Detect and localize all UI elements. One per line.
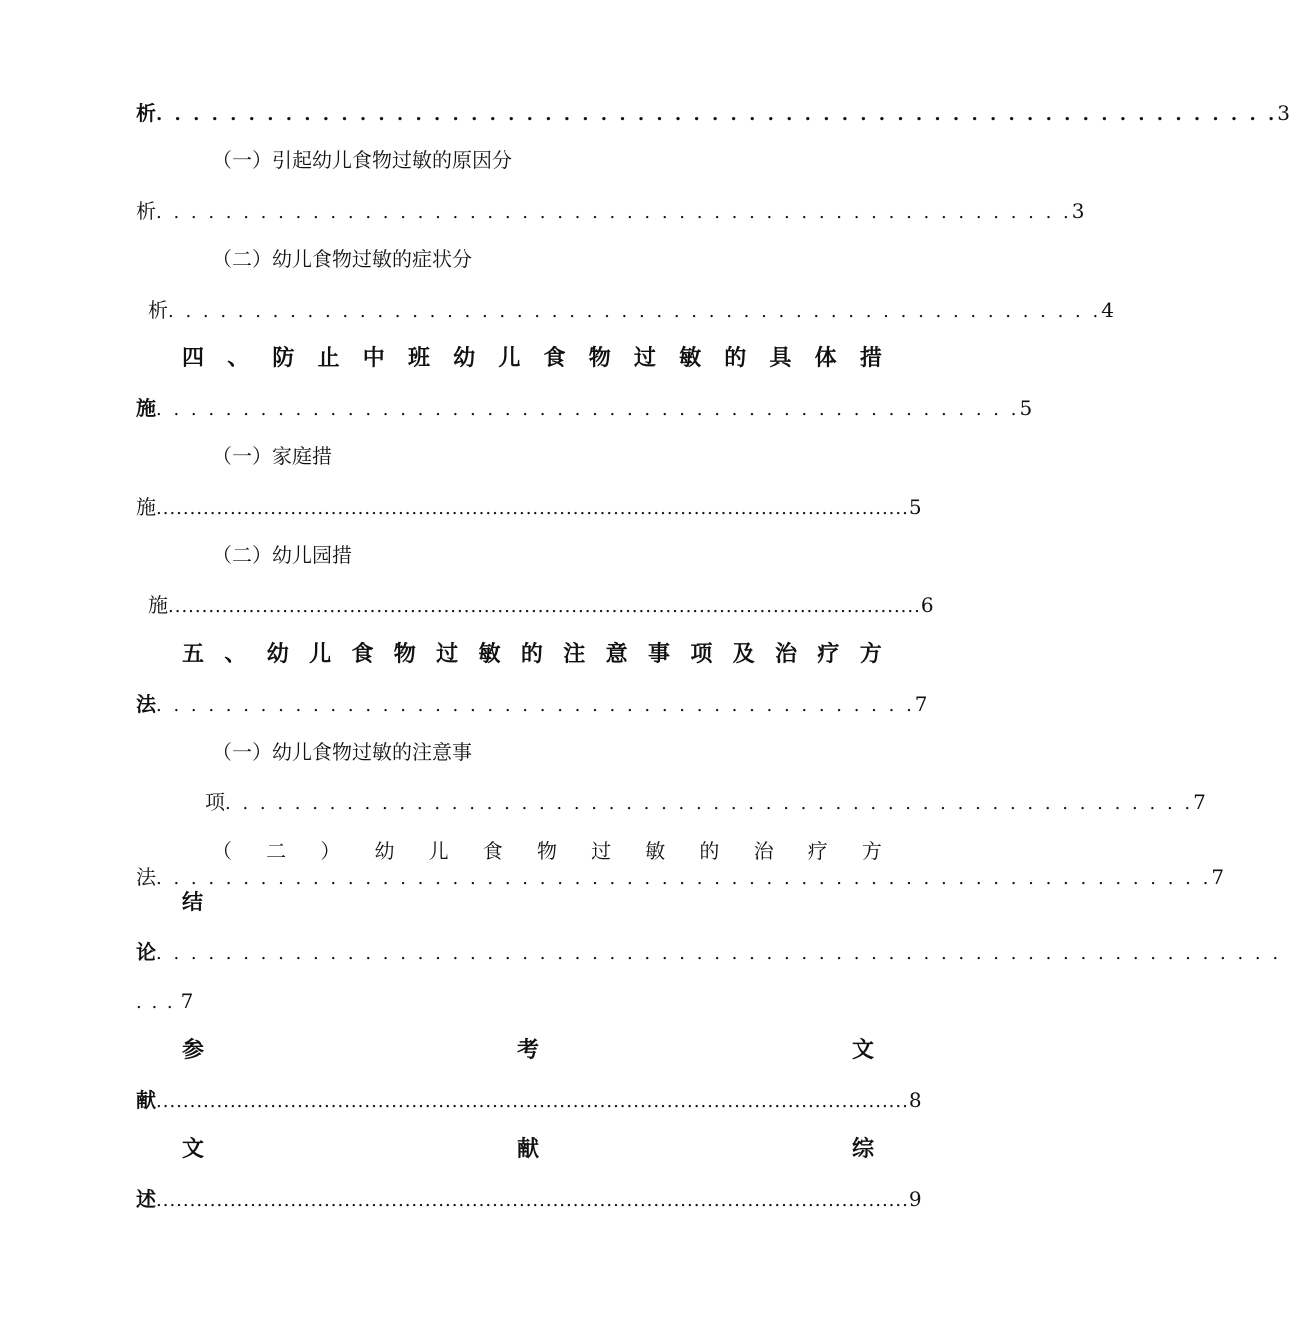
heading-char: 幼 — [453, 345, 476, 371]
toc-text: 析 — [136, 199, 156, 223]
heading-char: 物 — [588, 345, 611, 371]
toc-text: 施 — [148, 593, 168, 617]
heading-char: 意 — [605, 641, 628, 667]
toc-leader: ................................................................................................................ — [156, 1091, 909, 1112]
heading-char: 过 — [436, 641, 459, 667]
toc-heading-5[interactable] — [182, 637, 882, 671]
toc-page-number: 3 — [1071, 199, 1085, 223]
toc-heading-4[interactable] — [182, 341, 882, 375]
toc-subheading-4[interactable]: （二）幼儿园措 — [212, 543, 352, 567]
toc-page-number: 4 — [1101, 298, 1114, 322]
toc-text: 析 — [136, 101, 156, 125]
toc-row-24[interactable] — [136, 1184, 922, 1214]
heading-char: 治 — [753, 839, 774, 863]
heading-char: 二 — [266, 839, 287, 863]
toc-leader: . . . . . . . . . . . . . . . . . . . . . . . . . . . . . . . . . . . . . . . . . . . . . . . . . . . . . . . . . . . . . — [156, 868, 1212, 889]
heading-char: 体 — [814, 345, 837, 371]
heading-char: 综 — [851, 1136, 874, 1162]
toc-row-17[interactable] — [136, 862, 1225, 892]
toc-page-number: 5 — [908, 495, 922, 519]
toc-row-7[interactable] — [136, 393, 1033, 423]
heading-char: 参 — [182, 1037, 205, 1063]
heading-char: 过 — [591, 839, 612, 863]
heading-char: 、 — [224, 641, 247, 667]
heading-char: 物 — [536, 839, 557, 863]
heading-char: 的 — [520, 641, 543, 667]
toc-row-9[interactable] — [136, 492, 922, 522]
heading-char: 疗 — [817, 641, 840, 667]
heading-char: 文 — [182, 1136, 205, 1162]
heading-char: 食 — [351, 641, 374, 667]
toc-text: 项 — [205, 790, 225, 814]
heading-char: 注 — [563, 641, 586, 667]
toc-heading-references[interactable] — [182, 1033, 874, 1067]
heading-char: （ — [212, 839, 232, 863]
heading-char: 四 — [182, 345, 205, 371]
heading-char: 项 — [690, 641, 713, 667]
heading-char: 献 — [516, 1136, 539, 1162]
toc-row-1[interactable] — [136, 98, 1290, 128]
heading-char: 具 — [769, 345, 792, 371]
heading-char: 措 — [859, 345, 882, 371]
toc-page-number: 5 — [1019, 396, 1033, 420]
toc-text: 述 — [136, 1187, 156, 1211]
heading-char: 儿 — [309, 641, 332, 667]
toc-leader: ................................................................................................................ — [156, 1190, 909, 1211]
toc-page-number: 8 — [908, 1088, 922, 1112]
toc-heading-conclusion[interactable]: 结 — [182, 889, 203, 914]
toc-row-13[interactable] — [136, 689, 928, 719]
toc-leader: . . . . . . . . . . . . . . . . . . . . . . . . . . . . . . . . . . . . . . . . . . . . . . . . . . . . . — [156, 202, 1072, 223]
heading-char: 中 — [362, 345, 385, 371]
toc-leader: . . . . . . . . . . . . . . . . . . . . . . . . . . . . . . . . . . . . . . . . . . . . — [156, 695, 915, 716]
toc-subheading-2[interactable]: （二）幼儿食物过敏的症状分 — [212, 247, 472, 271]
heading-char: 的 — [699, 839, 720, 863]
heading-char: 食 — [482, 839, 503, 863]
heading-char: 疗 — [807, 839, 828, 863]
toc-leader: . . . . . . . . . . . . . . . . . . . . . . . . . . . . . . . . . . . . . . . . . . . . . . . . . . — [156, 399, 1020, 420]
heading-char: 物 — [393, 641, 416, 667]
toc-page-number: 3 — [1277, 101, 1290, 125]
heading-char: 的 — [724, 345, 747, 371]
toc-text: 析 — [148, 298, 168, 322]
heading-char: 食 — [543, 345, 566, 371]
toc-leader: . . . . . . . . . . . . . . . . . . . . . . . . . . . . . . . . . . . . . . . . . . . . . . . . . . . . . . . . — [225, 793, 1194, 814]
heading-char: 班 — [407, 345, 430, 371]
heading-char: 幼 — [374, 839, 395, 863]
heading-char: 幼 — [266, 641, 289, 667]
heading-char: 五 — [182, 641, 205, 667]
toc-leader: . . . . . . . . . . . . . . . . . . . . . . . . . . . . . . . . . . . . . . . . . . . . . . . . . . . . . . — [168, 301, 1102, 322]
heading-char: 儿 — [428, 839, 449, 863]
toc-subheading-1[interactable]: （一）引起幼儿食物过敏的原因分 — [212, 148, 512, 172]
toc-row-19[interactable] — [136, 937, 1282, 967]
toc-heading-review[interactable] — [182, 1132, 874, 1166]
toc-row-20[interactable] — [136, 986, 256, 1016]
toc-leader: ................................................................................................................ — [168, 596, 921, 617]
toc-text: 献 — [136, 1088, 156, 1112]
toc-page-number: 7 — [914, 692, 928, 716]
toc-row-5[interactable] — [148, 295, 1114, 325]
heading-char: 事 — [647, 641, 670, 667]
toc-page-number: 6 — [920, 593, 934, 617]
heading-char: 止 — [317, 345, 340, 371]
toc-row-22[interactable] — [136, 1085, 922, 1115]
heading-char: 防 — [272, 345, 295, 371]
heading-char: 方 — [861, 839, 882, 863]
toc-row-11[interactable] — [148, 590, 934, 620]
heading-char: 及 — [732, 641, 755, 667]
heading-char: 敏 — [679, 345, 702, 371]
heading-char: 、 — [227, 345, 250, 371]
toc-text: 论 — [136, 940, 156, 964]
toc-leader: . . . . . . . . . . . . . . . . . . . . . . . . . . . . . . . . . . . . . . . . . . . . . . . . . . . . . . . . . . . . . — [156, 104, 1278, 125]
toc-text: 法 — [136, 865, 156, 889]
heading-char: ） — [320, 839, 341, 863]
heading-char: 敏 — [645, 839, 666, 863]
toc-row-3[interactable] — [136, 196, 1085, 226]
toc-subheading-3[interactable]: （一）家庭措 — [212, 444, 332, 468]
toc-text: 施 — [136, 495, 156, 519]
toc-text: 法 — [136, 692, 156, 716]
heading-char: 治 — [775, 641, 798, 667]
heading-char: 方 — [859, 641, 882, 667]
toc-page-number: 7 — [180, 989, 194, 1013]
toc-page-number: 7 — [1193, 790, 1206, 814]
heading-char: 敏 — [478, 641, 501, 667]
heading-char: 考 — [516, 1037, 539, 1063]
heading-char: 过 — [633, 345, 656, 371]
toc-leader: ................................................................................................................ — [156, 498, 909, 519]
toc-page-number: 7 — [1211, 865, 1225, 889]
toc-subheading-5[interactable]: （一）幼儿食物过敏的注意事 — [212, 740, 472, 764]
toc-row-15[interactable] — [205, 787, 1206, 817]
toc-leader: . . . — [136, 992, 175, 1013]
toc-leader: . . . . . . . . . . . . . . . . . . . . . . . . . . . . . . . . . . . . . . . . . . . . . . . . . . . . . . . . . . . . . . . . . — [156, 943, 1282, 964]
heading-char: 儿 — [498, 345, 521, 371]
toc-text: 施 — [136, 396, 156, 420]
toc-page-number: 9 — [908, 1187, 922, 1211]
heading-char: 文 — [851, 1037, 874, 1063]
